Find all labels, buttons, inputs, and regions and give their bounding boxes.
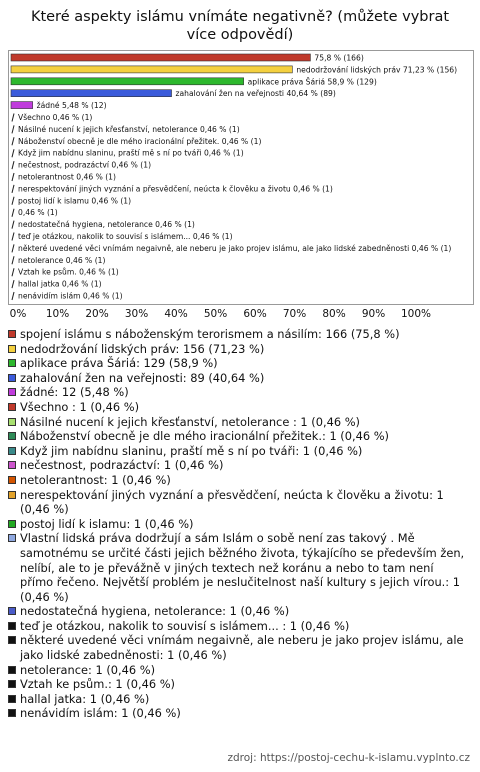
legend-label: aplikace práva Šáriá: 129 (58,9 %) [20, 356, 218, 371]
legend-label: Vlastní lidská práva dodržují a sám Islám o sobě není zas takový . Mě samotnému se určité části jejich běžného života, týkajícího se především žen, nelíbí, ale to je převážně v jiných textech než koránu a nebo to tam není přímo řečeno. Největší problém je neslučitelnost naší kultury s jejich vírou.: 1 (0,46 %) [20, 531, 465, 604]
legend-label: netolerantnost: 1 (0,46 %) [20, 472, 171, 487]
legend-swatch [8, 418, 16, 426]
legend-label: teď je otázkou, nakolik to souvisí s islámem... : 1 (0,46 %) [20, 618, 350, 633]
bar-label: teď je otázkou, nakolik to souvisí s islámem... 0,46 % (1) [18, 232, 233, 241]
bar-label: Všechno 0,46 % (1) [18, 113, 93, 122]
bar-label: nečestnost, podrazáctví 0,46 % (1) [18, 160, 152, 170]
x-tick-label: 90% [361, 308, 386, 320]
bar-group [11, 65, 457, 74]
legend-item [6, 517, 468, 532]
legend-item [6, 342, 468, 357]
bar-group [11, 54, 364, 63]
bar-label: postoj lidí k islamu 0,46 % (1) [18, 196, 132, 206]
bar [12, 125, 14, 133]
legend-label: žádné: 12 (5,48 %) [20, 385, 129, 400]
legend-item [6, 400, 468, 415]
legend-swatch [8, 359, 16, 367]
bar [12, 268, 14, 276]
legend-label: spojení islámu s náboženským terorismem a násilím: 166 (75,8 %) [20, 327, 400, 341]
bar [12, 256, 14, 264]
legend-swatch [8, 388, 16, 396]
bar [11, 90, 172, 97]
bar-group [12, 280, 102, 289]
bar [11, 54, 310, 61]
x-tick-label: 10% [45, 308, 70, 320]
bar-group [12, 173, 116, 182]
bar-label: zahalování žen na veřejnosti 40,64 % (89) [175, 89, 336, 99]
legend-swatch [8, 403, 16, 411]
legend [6, 327, 468, 721]
bar-group [12, 232, 233, 241]
x-tick-label: 30% [124, 308, 149, 320]
bar-group [12, 184, 333, 193]
legend-swatch [8, 374, 16, 382]
legend-item [6, 415, 468, 430]
chart-title: Které aspekty islámu vnímáte negativně? (můžete vybrat více odpovědí) [30, 9, 450, 43]
legend-item [6, 473, 468, 488]
source-note: zdroj: https://postoj-cechu-k-islamu.vyplnto.cz [227, 752, 470, 764]
bar-group [12, 161, 151, 170]
legend-item [6, 604, 468, 619]
bar-label: 0,46 % (1) [18, 208, 58, 218]
bar [12, 149, 14, 157]
legend-item [6, 327, 468, 342]
bar [12, 185, 14, 193]
bar-chart [9, 51, 475, 306]
legend-swatch [8, 695, 16, 703]
bar [12, 244, 14, 252]
legend-label: zahalování žen na veřejnosti: 89 (40,64 %) [20, 370, 265, 385]
x-tick-label: 20% [85, 308, 109, 320]
legend-label: nerespektování jiných vyznání a přesvědčení, neúcta k člověku a životu: 1 (0,46 %) [20, 487, 444, 517]
legend-item [6, 488, 468, 517]
legend-item [6, 692, 468, 707]
bar [12, 137, 14, 145]
x-tick-label: 40% [164, 308, 188, 320]
bar-group [12, 292, 123, 301]
legend-swatch [8, 680, 16, 688]
bar-group [12, 244, 451, 253]
legend-label: Když jim nabídnu slaninu, praští mě s ní po tváři: 1 (0,46 %) [20, 443, 363, 458]
bar-group [12, 208, 58, 217]
bar [11, 66, 292, 73]
bar-label: Když jim nabídnu slaninu, praští mě s ní po tváři 0,46 % (1) [18, 148, 244, 158]
bar-group [11, 89, 336, 98]
legend-swatch [8, 636, 16, 644]
legend-item [6, 429, 468, 444]
bar-group [12, 256, 105, 265]
legend-item [6, 531, 468, 604]
legend-label: netolerance: 1 (0,46 %) [20, 662, 156, 677]
bar-group [11, 77, 377, 86]
x-tick-label: 80% [322, 308, 346, 320]
bar-label: nedostatečná hygiena, netolerance 0,46 % (1) [18, 220, 195, 230]
bar [12, 221, 14, 229]
bar-label: 75,8 % (166) [314, 53, 364, 63]
legend-label: Všechno : 1 (0,46 %) [20, 399, 140, 414]
legend-label: některé uvedené věci vnímám negaivně, ale neberu je jako projev islámu, ale jako lidské zabedněnosti: 1 (0,46 %) [20, 633, 464, 663]
bar-label: netolerance 0,46 % (1) [18, 255, 106, 265]
legend-label: nedostatečná hygiena, netolerance: 1 (0,46 %) [20, 604, 290, 619]
bar-label: aplikace práva Šáriá 58,9 % (129) [247, 77, 377, 87]
bar-label: nenávidím islám 0,46 % (1) [18, 291, 123, 301]
legend-item [6, 619, 468, 634]
bar-label: Vztah ke psům. 0,46 % (1) [18, 267, 119, 277]
bar-group [12, 137, 261, 146]
bar-label: nedodržování lidských práv 71,23 % (156) [296, 65, 458, 75]
legend-label: nenávidím islám: 1 (0,46 %) [20, 706, 181, 721]
bar-label: některé uvedené věci vnímám negaivně, ale neberu je jako projev islámu, ale jako lidské zabedněnosti 0,46 % (1) [18, 243, 452, 253]
legend-item [6, 458, 468, 473]
bar [12, 197, 14, 205]
x-tick-label: 0% [9, 308, 27, 320]
legend-item [6, 371, 468, 386]
bar-label: Násilné nucení k jejich křesťanství, netolerance 0,46 % (1) [18, 124, 240, 134]
bar-group [12, 196, 131, 205]
legend-item [6, 385, 468, 400]
bar [11, 78, 244, 85]
legend-swatch [8, 607, 16, 615]
legend-swatch [8, 491, 16, 499]
legend-item [6, 444, 468, 459]
legend-item [6, 633, 468, 662]
bar [12, 161, 14, 169]
legend-label: Náboženství obecně je dle mého iracionální přežitek.: 1 (0,46 %) [20, 429, 389, 444]
legend-label: nečestnost, podrazáctví: 1 (0,46 %) [20, 458, 224, 473]
legend-swatch [8, 709, 16, 717]
bar-label: nerespektování jiných vyznání a přesvědčení, neúcta k člověku a životu 0,46 % (1) [18, 184, 333, 194]
legend-swatch [8, 666, 16, 674]
x-tick-label: 100% [401, 308, 432, 320]
bar-label: netolerantnost 0,46 % (1) [18, 172, 116, 182]
legend-item [6, 663, 468, 678]
legend-swatch [8, 622, 16, 630]
legend-swatch [8, 330, 16, 338]
x-tick-label: 60% [243, 308, 267, 320]
legend-label: postoj lidí k islamu: 1 (0,46 %) [20, 516, 194, 531]
bar-group [11, 101, 107, 110]
legend-swatch [8, 461, 16, 469]
bar [12, 233, 14, 241]
legend-swatch [8, 432, 16, 440]
bar [12, 292, 14, 300]
bar-group [12, 149, 244, 158]
bar-label: hallal jatka 0,46 % (1) [18, 279, 102, 289]
bar [12, 209, 14, 217]
legend-swatch [8, 345, 16, 353]
chart-frame [8, 50, 474, 305]
bar-group [12, 113, 92, 122]
bar [12, 173, 14, 181]
legend-item [6, 706, 468, 721]
bar [12, 114, 14, 122]
legend-swatch [8, 447, 16, 455]
legend-label: hallal jatka: 1 (0,46 %) [20, 691, 150, 706]
legend-label: Násilné nucení k jejich křesťanství, netolerance : 1 (0,46 %) [20, 414, 360, 429]
bar [12, 280, 14, 288]
bar [11, 102, 33, 109]
legend-item [6, 677, 468, 692]
legend-label: nedodržování lidských práv: 156 (71,23 %) [20, 341, 265, 356]
legend-swatch [8, 534, 16, 542]
bar-label: žádné 5,48 % (12) [36, 101, 107, 111]
legend-swatch [8, 520, 16, 528]
legend-item [6, 356, 468, 371]
legend-label: Vztah ke psům.: 1 (0,46 %) [20, 677, 175, 692]
legend-swatch [8, 476, 16, 484]
bar-label: Náboženství obecně je dle mého iracionální přežitek. 0,46 % (1) [18, 136, 262, 146]
bar-group [12, 125, 240, 134]
bar-group [12, 220, 195, 229]
bar-group [12, 268, 119, 277]
x-tick-label: 50% [203, 308, 228, 320]
x-tick-label: 70% [282, 308, 307, 320]
